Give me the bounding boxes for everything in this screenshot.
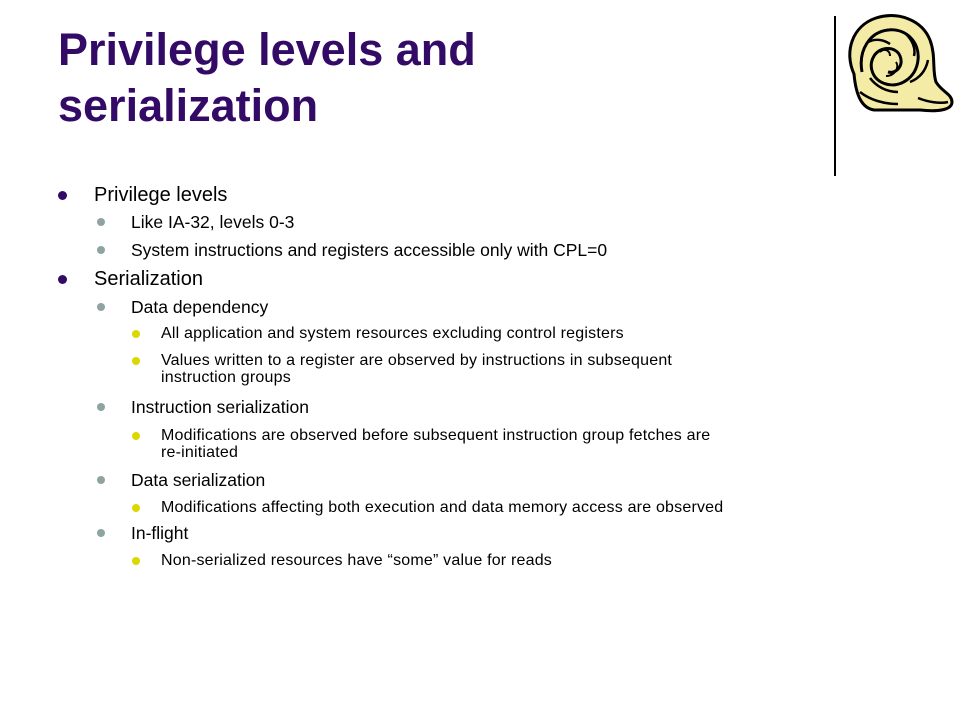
bullet-serialization bbox=[94, 268, 203, 290]
bullet-text: All application and system resources excluding control registers bbox=[161, 325, 624, 342]
bullet-text: Privilege levels bbox=[94, 184, 228, 206]
bullet-modifications-observed bbox=[161, 427, 901, 461]
bullet-modifications-affecting bbox=[161, 499, 901, 516]
bullet-in-flight bbox=[131, 523, 188, 543]
bullet-privilege-levels bbox=[94, 184, 227, 206]
bullet-dot bbox=[58, 191, 67, 200]
bullet-dot bbox=[132, 357, 140, 365]
bullet-text-line-2: re-initiated bbox=[161, 444, 239, 461]
bullet-dot bbox=[97, 246, 105, 254]
bullet-text: Data dependency bbox=[131, 297, 269, 317]
bullet-text: Non-serialized resources have “some” value for reads bbox=[161, 552, 553, 569]
bullet-dot bbox=[132, 330, 140, 338]
bullet-dot bbox=[97, 303, 105, 311]
bullet-text: Instruction serialization bbox=[131, 397, 309, 417]
bullet-text-line-2: instruction groups bbox=[161, 369, 291, 386]
bullet-dot bbox=[97, 529, 105, 537]
bullet-data-dependency bbox=[131, 297, 268, 317]
bullet-text: Like IA-32, levels 0-3 bbox=[131, 212, 295, 232]
bullet-text: System instructions and registers accessible only with CPL=0 bbox=[131, 240, 608, 260]
bullet-dot bbox=[132, 557, 140, 565]
bullet-data-serialization bbox=[131, 470, 265, 490]
bullet-system-instructions bbox=[131, 240, 607, 260]
bullet-dot bbox=[97, 403, 105, 411]
bullet-values-written bbox=[161, 352, 901, 386]
bullet-text: Data serialization bbox=[131, 470, 266, 490]
slide-title-line-1: Privilege levels and bbox=[58, 24, 476, 75]
bullet-non-serialized bbox=[161, 552, 901, 569]
slide-title-line-2: serialization bbox=[58, 80, 319, 131]
bullet-like-ia32 bbox=[131, 212, 294, 232]
bullet-text: Modifications affecting both execution and data memory access are observed bbox=[161, 499, 724, 516]
bullet-text: In-flight bbox=[131, 523, 189, 543]
bullet-text-line-1: Values written to a register are observed by instructions in subsequent bbox=[161, 352, 673, 369]
bullet-all-resources bbox=[161, 325, 901, 342]
bullet-text-line-1: Modifications are observed before subsequent instruction group fetches are bbox=[161, 427, 711, 444]
bullet-text: Serialization bbox=[94, 268, 203, 290]
bullet-dot bbox=[132, 504, 140, 512]
bullet-dot bbox=[97, 476, 105, 484]
bullet-instruction-serialization bbox=[131, 397, 309, 417]
bullet-dot bbox=[58, 275, 67, 284]
bullet-dot bbox=[132, 432, 140, 440]
bullet-dot bbox=[97, 218, 105, 226]
